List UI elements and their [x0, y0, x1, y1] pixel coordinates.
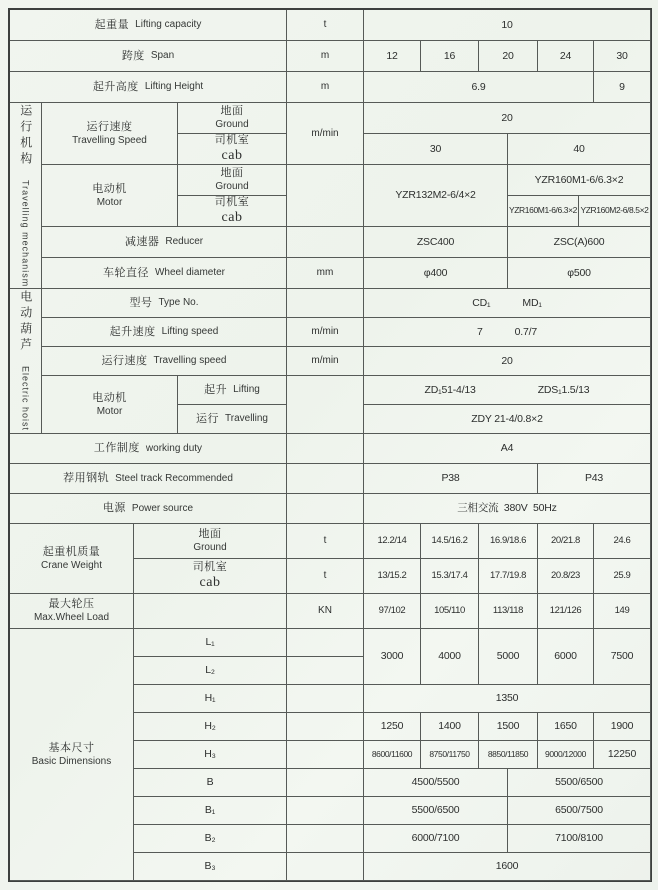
height-value-main: 6.9: [364, 72, 594, 103]
working-duty-label-zh: 工作制度: [93, 442, 140, 455]
height-value-last: 9: [594, 72, 651, 103]
basic-dimensions-label: [10, 629, 134, 881]
dim-h3-value-3: 8850/11850: [479, 741, 538, 769]
hoist-motor-label-en: Motor: [96, 405, 123, 417]
dim-h2-unit-empty: [287, 713, 364, 741]
max-wheel-load-unit: KN: [287, 594, 364, 629]
crane-weight-cab-value-3: 17.7/19.8: [479, 559, 538, 594]
ground-label-en: Ground: [215, 181, 249, 193]
type-no-label: [42, 289, 287, 318]
basic-dimensions-label-en: Basic Dimensions: [31, 755, 112, 767]
hoist-travelling-speed-unit: m/min: [287, 347, 364, 376]
dim-l1-label: L₁: [134, 629, 287, 657]
max-wheel-load-value-5: 149: [594, 594, 651, 629]
travelling-speed-label: [42, 103, 178, 165]
travelling-mechanism-zh: 运行机构: [18, 103, 33, 168]
steel-track-unit-empty: [287, 464, 364, 494]
hoist-motor-travelling-label-en: Travelling: [225, 413, 268, 425]
working-duty-unit-empty: [287, 434, 364, 464]
travelling-speed-cab-label: [178, 134, 287, 165]
crane-weight-ground-value-3: 16.9/18.6: [479, 524, 538, 559]
section-electric-hoist: [10, 289, 42, 434]
wheel-diameter-label-en: Wheel diameter: [154, 267, 226, 279]
capacity-label: [10, 10, 287, 41]
span-unit: m: [287, 41, 364, 72]
dim-b-left-value: 4500/5500: [364, 769, 508, 797]
span-value-20: 20: [479, 41, 538, 72]
span-value-12: 12: [364, 41, 421, 72]
reducer-left-value: ZSC400: [364, 227, 508, 258]
spec-table: [8, 8, 652, 882]
type-no-values: [364, 289, 651, 318]
dim-b3-value: 1600: [364, 853, 651, 881]
travelling-speed-ground-value: 20: [364, 103, 651, 134]
hoist-motor-lifting-label-en: Lifting: [233, 384, 260, 396]
dim-h1-value: 1350: [364, 685, 651, 713]
reducer-unit-empty: [287, 227, 364, 258]
travelling-motor-ground-label: [178, 165, 287, 196]
reducer-right-value: ZSC(A)600: [508, 227, 651, 258]
span-value-30: 30: [594, 41, 651, 72]
basic-dimensions-label-zh: 基本尺寸: [48, 741, 95, 754]
electric-hoist-zh: 电动葫芦: [18, 290, 33, 355]
working-duty-value: A4: [364, 434, 651, 464]
travelling-motor-cab-label: [178, 196, 287, 227]
hoist-motor-travelling-label: [178, 405, 287, 434]
hoist-motor-label-zh: 电动机: [92, 391, 127, 404]
dim-h3-value-4: 9000/12000: [538, 741, 594, 769]
hoist-motor-label: [42, 376, 178, 434]
crane-weight-cab-value-5: 25.9: [594, 559, 651, 594]
dim-h3-value-1: 8600/11600: [364, 741, 421, 769]
capacity-value: 10: [364, 10, 651, 41]
dim-b3-label: B₃: [134, 853, 287, 881]
power-source-value: 三相交流 380V 50Hz: [364, 494, 651, 524]
cab-label-en: cab: [221, 209, 243, 225]
electric-hoist-en: Electric hoist: [20, 366, 31, 432]
dim-b2-left-value: 6000/7100: [364, 825, 508, 853]
dim-h2-value-5: 1900: [594, 713, 651, 741]
dim-h2-value-1: 1250: [364, 713, 421, 741]
travelling-speed-cab-right-value: 40: [508, 134, 651, 165]
dim-l2-label: L₂: [134, 657, 287, 685]
crane-weight-cab-value-4: 20.8/23: [538, 559, 594, 594]
hoist-travelling-speed-value: 20: [364, 347, 651, 376]
dim-b1-unit-empty: [287, 797, 364, 825]
dim-b2-right-value: 7100/8100: [508, 825, 651, 853]
travelling-motor-cab-right-a-value: YZR160M1-6/6.3×2: [508, 196, 579, 227]
cab-label-en: cab: [221, 147, 243, 163]
max-wheel-load-label: [10, 594, 134, 629]
capacity-label-zh: 起重量: [94, 18, 130, 31]
capacity-unit: t: [287, 10, 364, 41]
hoist-travelling-speed-label-zh: 运行速度: [101, 354, 148, 367]
travelling-motor-unit-empty: [287, 165, 364, 227]
dim-h1-unit-empty: [287, 685, 364, 713]
type-no-value-cd: CD₁: [472, 296, 491, 309]
ground-label-en: Ground: [193, 542, 227, 554]
hoist-travelling-speed-label: [42, 347, 287, 376]
crane-weight-ground-value-5: 24.6: [594, 524, 651, 559]
dim-h2-value-2: 1400: [421, 713, 479, 741]
dim-h3-value-2: 8750/11750: [421, 741, 479, 769]
height-label-zh: 起升高度: [92, 80, 139, 93]
capacity-label-en: Lifting capacity: [135, 19, 202, 31]
travelling-motor-label-zh: 电动机: [92, 182, 127, 195]
dim-h2-value-4: 1650: [538, 713, 594, 741]
lifting-speed-label-zh: 起升速度: [109, 325, 156, 338]
hoist-motor-unit-empty: [287, 376, 364, 434]
hoist-motor-travelling-value: ZDY 21-4/0.8×2: [364, 405, 651, 434]
dim-l-value-1: 3000: [364, 629, 421, 685]
crane-weight-cab-value-2: 15.3/17.4: [421, 559, 479, 594]
dim-h2-label: H₂: [134, 713, 287, 741]
wheel-diameter-label-zh: 车轮直径: [102, 266, 149, 279]
dim-l-value-3: 5000: [479, 629, 538, 685]
dim-l1-unit-empty: [287, 629, 364, 657]
section-travelling-mechanism: [10, 103, 42, 289]
travelling-motor-cab-right-b-value: YZR160M2-6/8.5×2: [579, 196, 651, 227]
travelling-speed-ground-label: [178, 103, 287, 134]
lifting-speed-label-en: Lifting speed: [161, 326, 219, 338]
lifting-speed-values: [364, 318, 651, 347]
travelling-motor-left-value: YZR132M2-6/4×2: [364, 165, 508, 227]
crane-weight-ground-label: [134, 524, 287, 559]
wheel-diameter-left-value: φ400: [364, 258, 508, 289]
hoist-motor-lifting-value-b: ZDS₁1.5/13: [537, 383, 590, 396]
type-no-label-en: Type No.: [158, 297, 199, 309]
travelling-motor-label: [42, 165, 178, 227]
lifting-speed-unit: m/min: [287, 318, 364, 347]
span-label-en: Span: [150, 50, 175, 62]
max-wheel-load-label-zh: 最大轮压: [48, 598, 95, 611]
travelling-speed-unit: m/min: [287, 103, 364, 165]
travelling-mechanism-en: Travelling mechanism: [20, 179, 31, 288]
electric-hoist-vertical-text: [16, 290, 34, 431]
hoist-motor-lifting-label-zh: 起升: [204, 383, 228, 396]
crane-weight-ground-value-4: 20/21.8: [538, 524, 594, 559]
dim-h3-unit-empty: [287, 741, 364, 769]
crane-weight-ground-unit: t: [287, 524, 364, 559]
crane-weight-label-en: Crane Weight: [41, 559, 102, 571]
wheel-diameter-unit: mm: [287, 258, 364, 289]
reducer-label-zh: 减速器: [124, 235, 160, 248]
travelling-mechanism-vertical-text: [16, 104, 34, 287]
power-source-label-zh: 电源: [102, 502, 126, 515]
height-label: [10, 72, 287, 103]
steel-track-label-en: Steel track Recommended: [115, 472, 233, 484]
dim-h3-value-5: 12250: [594, 741, 651, 769]
max-wheel-load-value-2: 105/110: [421, 594, 479, 629]
power-source-label-en: Power source: [131, 502, 194, 514]
travelling-speed-label-zh: 运行速度: [86, 120, 133, 133]
dim-l-value-5: 7500: [594, 629, 651, 685]
cab-label-zh: 司机室: [192, 561, 228, 574]
dim-b-unit-empty: [287, 769, 364, 797]
power-source-unit-empty: [287, 494, 364, 524]
reducer-label-en: Reducer: [165, 236, 204, 248]
cab-label-en: cab: [199, 574, 221, 590]
steel-track-label: [10, 464, 287, 494]
steel-track-right-value: P43: [538, 464, 651, 494]
max-wheel-load-value-3: 113/118: [479, 594, 538, 629]
max-wheel-load-sub-empty: [134, 594, 287, 629]
ground-label-zh: 地面: [220, 167, 244, 180]
wheel-diameter-right-value: φ500: [508, 258, 651, 289]
reducer-label: [42, 227, 287, 258]
cab-label-zh: 司机室: [214, 134, 250, 147]
dim-h3-label: H₃: [134, 741, 287, 769]
hoist-motor-travelling-label-zh: 运行: [196, 412, 219, 425]
dim-b1-right-value: 6500/7500: [508, 797, 651, 825]
hoist-travelling-speed-label-en: Travelling speed: [153, 355, 227, 367]
dim-l-value-4: 6000: [538, 629, 594, 685]
travelling-motor-label-en: Motor: [96, 196, 123, 208]
dim-b-right-value: 5500/6500: [508, 769, 651, 797]
dim-b2-label: B₂: [134, 825, 287, 853]
travelling-speed-label-en: Travelling Speed: [72, 134, 147, 146]
crane-weight-label-zh: 起重机质量: [42, 545, 101, 558]
hoist-motor-lifting-value-a: ZD₁51-4/13: [424, 383, 476, 396]
travelling-motor-ground-right-value: YZR160M1-6/6.3×2: [508, 165, 651, 196]
span-label-zh: 跨度: [121, 49, 145, 62]
steel-track-label-zh: 荐用钢轨: [63, 472, 110, 485]
dim-h1-label: H₁: [134, 685, 287, 713]
crane-weight-ground-value-1: 12.2/14: [364, 524, 421, 559]
type-no-label-zh: 型号: [129, 296, 153, 309]
crane-weight-label: [10, 524, 134, 594]
crane-weight-ground-value-2: 14.5/16.2: [421, 524, 479, 559]
crane-weight-cab-value-1: 13/15.2: [364, 559, 421, 594]
crane-weight-cab-label: [134, 559, 287, 594]
hoist-motor-lifting-values: [364, 376, 651, 405]
dim-h2-value-3: 1500: [479, 713, 538, 741]
travelling-speed-cab-left-value: 30: [364, 134, 508, 165]
crane-weight-cab-unit: t: [287, 559, 364, 594]
working-duty-label-en: working duty: [145, 442, 203, 454]
dim-b1-left-value: 5500/6500: [364, 797, 508, 825]
dim-l-value-2: 4000: [421, 629, 479, 685]
max-wheel-load-value-1: 97/102: [364, 594, 421, 629]
height-label-en: Lifting Height: [144, 81, 204, 93]
dim-b1-label: B₁: [134, 797, 287, 825]
max-wheel-load-label-en: Max.Wheel Load: [33, 612, 110, 624]
type-no-unit-empty: [287, 289, 364, 318]
lifting-speed-value-b: 0.7/7: [514, 325, 537, 338]
lifting-speed-label: [42, 318, 287, 347]
max-wheel-load-value-4: 121/126: [538, 594, 594, 629]
dim-b2-unit-empty: [287, 825, 364, 853]
dim-b-label: B: [134, 769, 287, 797]
power-source-label: [10, 494, 287, 524]
ground-label-zh: 地面: [220, 105, 244, 118]
working-duty-label: [10, 434, 287, 464]
type-no-value-md: MD₁: [522, 296, 542, 309]
ground-label-en: Ground: [215, 119, 249, 131]
span-value-16: 16: [421, 41, 479, 72]
wheel-diameter-label: [42, 258, 287, 289]
span-value-24: 24: [538, 41, 594, 72]
height-unit: m: [287, 72, 364, 103]
hoist-motor-lifting-label: [178, 376, 287, 405]
cab-label-zh: 司机室: [214, 196, 250, 209]
span-label: [10, 41, 287, 72]
lifting-speed-value-a: 7: [477, 325, 483, 338]
dim-b3-unit-empty: [287, 853, 364, 881]
steel-track-left-value: P38: [364, 464, 538, 494]
ground-label-zh: 地面: [198, 528, 222, 541]
dim-l2-unit-empty: [287, 657, 364, 685]
